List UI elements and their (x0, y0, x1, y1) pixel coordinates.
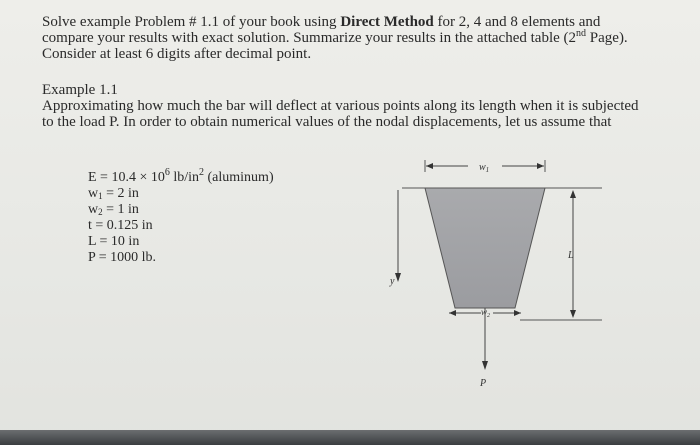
example-line-1: Approximating how much the bar will deflect at various points along its length when it is subjected (42, 98, 639, 114)
param-E-text-c: (aluminum) (204, 170, 274, 185)
direct-method-bold: Direct Method (340, 14, 434, 30)
w2-label: $w_2$ (481, 307, 491, 319)
param-L: L = 10 in (88, 234, 140, 249)
photo-bottom-edge (0, 430, 700, 445)
example-paragraph (42, 82, 682, 130)
problem-line-2-text-b: Page). (586, 30, 628, 46)
w1-arrow-left (426, 163, 433, 169)
parameter-list (88, 167, 274, 266)
param-w2-symbol: w (88, 202, 99, 217)
param-w1-symbol: w (88, 186, 99, 201)
param-w2-value: = 1 in (102, 202, 139, 217)
param-E-exponent: 6 (164, 167, 170, 178)
w1-label: $w_1$ (479, 162, 490, 174)
param-P: P = 1000 lb. (88, 250, 157, 265)
param-E (88, 167, 274, 186)
param-t: t = 0.125 in (88, 218, 153, 233)
w1-arrow-right (537, 163, 544, 169)
superscript-nd: nd (576, 28, 587, 39)
param-w2 (88, 202, 274, 218)
load-arrowhead (482, 361, 488, 370)
load-label: P (480, 378, 487, 389)
param-w1-subscript: 1 (98, 191, 103, 201)
problem-line-1-text-a: Solve example Problem # 1.1 of your book using (42, 14, 341, 30)
problem-line-3: Consider at least 6 digits after decimal point. (42, 46, 312, 62)
problem-statement (42, 14, 682, 62)
y-axis-label: y (390, 276, 395, 287)
param-E-text-b: lb/in (169, 170, 200, 185)
w2-arrow-right (514, 310, 521, 316)
problem-line-1-text-b: for 2, 4 and 8 elements and (433, 14, 601, 30)
L-arrow-top (570, 190, 576, 198)
example-line-2: to the load P. In order to obtain numerical values of the nodal displacements, let us assume that (42, 114, 612, 130)
param-E-unit-exponent: 2 (199, 167, 205, 178)
param-w1 (88, 186, 274, 202)
param-w2-subscript: 2 (98, 207, 103, 217)
param-E-text-a: E = 10.4 × 10 (88, 170, 165, 185)
L-label: L (568, 250, 574, 261)
y-axis-arrowhead (395, 273, 401, 282)
problem-line-2 (42, 30, 682, 46)
w2-arrow-left (449, 310, 456, 316)
param-w1-value: = 2 in (102, 186, 139, 201)
problem-line-2-text-a: compare your results with exact solution. Summarize your results in the attached table (2 (42, 30, 577, 46)
tapered-bar (425, 188, 545, 308)
example-title: Example 1.1 (42, 82, 118, 98)
L-arrow-bottom (570, 310, 576, 318)
tapered-bar-figure (380, 150, 610, 395)
